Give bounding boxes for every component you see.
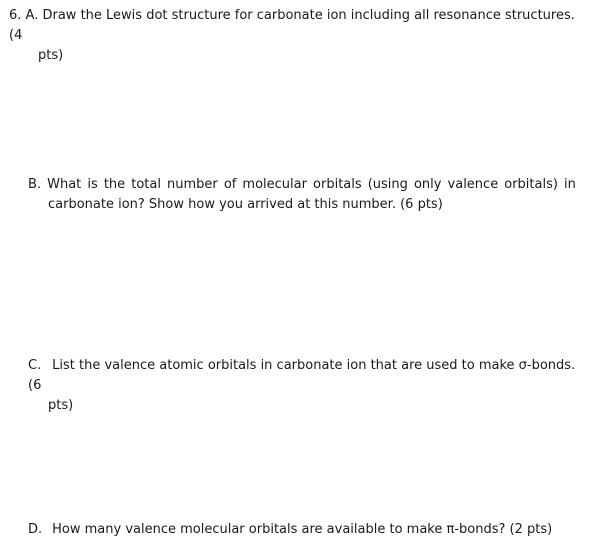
question-b-word: the — [103, 177, 126, 192]
question-6a — [9, 6, 584, 66]
question-b-word: total — [131, 177, 161, 192]
question-b-word: valence — [447, 177, 499, 192]
question-b-word: of — [223, 177, 237, 192]
question-d-text-line1: How many valence molecular orbitals are available to make π-bonds? (2 pts) — [52, 522, 553, 537]
question-b-word: molecular — [242, 177, 307, 192]
question-b-word: in — [564, 177, 576, 192]
question-b-word: only — [413, 177, 442, 192]
question-c-number: C. — [28, 358, 42, 373]
question-b — [28, 175, 576, 215]
question-b-number: B. — [28, 177, 42, 192]
question-d-number: D. — [28, 522, 43, 537]
question-b-word: is — [87, 177, 98, 192]
question-c-text-line1: List the valence atomic orbitals in carbonate ion that are used to make σ-bonds. (6 — [28, 358, 576, 393]
question-b-text-line2: carbonate ion? Show how you arrived at this number. (6 pts) — [48, 197, 443, 212]
question-b-word: (using — [367, 177, 408, 192]
question-c-text-line2: pts) — [48, 398, 74, 413]
question-b-line1 — [28, 175, 576, 195]
question-b-word: orbitals) — [504, 177, 558, 192]
question-6a-text-line2: pts) — [38, 48, 64, 63]
question-c — [28, 356, 588, 416]
question-6a-number: 6. A. — [9, 8, 39, 23]
question-b-word: orbitals — [313, 177, 362, 192]
question-b-word: What — [47, 177, 82, 192]
question-b-word: number — [167, 177, 218, 192]
question-d — [28, 520, 552, 540]
question-6a-text-line1: Draw the Lewis dot structure for carbonate ion including all resonance structures. (4 — [9, 8, 575, 43]
